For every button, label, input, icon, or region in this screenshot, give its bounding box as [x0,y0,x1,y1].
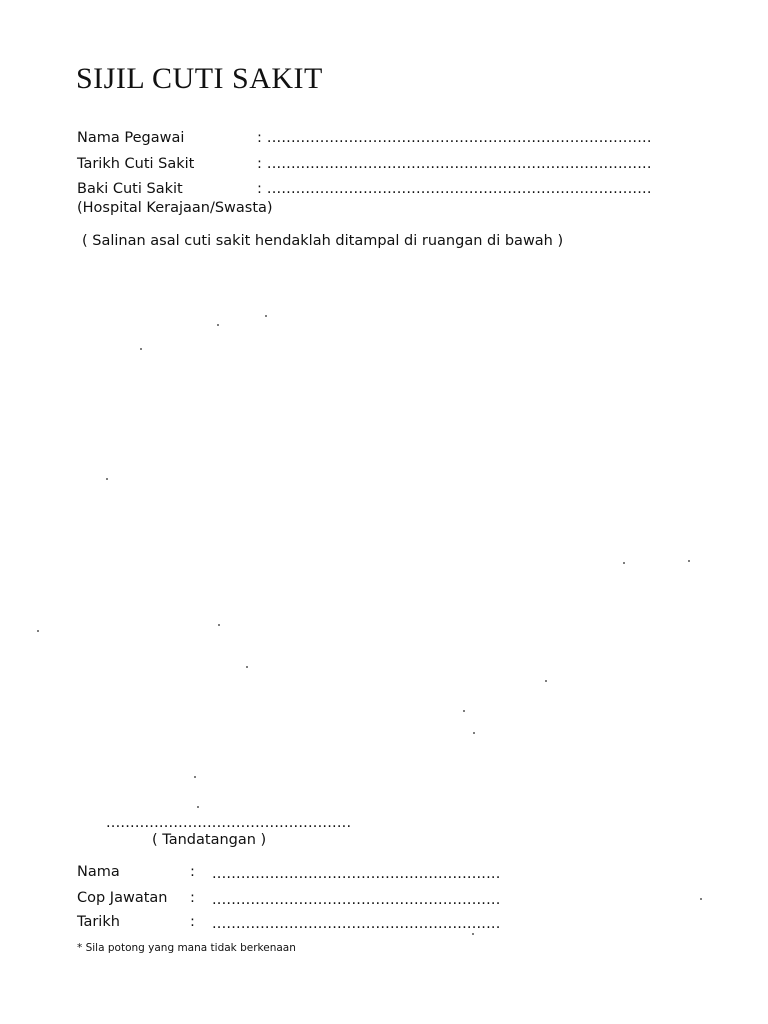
field-line-nama-pegawai: : ................................................................................ [257,130,652,146]
footer-line-cop-jawatan: ............................................................ [212,892,501,908]
footer-line-tarikh: ............................................................ [212,916,501,932]
hospital-note: (Hospital Kerajaan/Swasta) [77,200,273,216]
field-line-baki-cuti-sakit: : ................................................................................ [257,181,652,197]
footnote: * Sila potong yang mana tidak berkenaan [77,942,296,954]
footer-colon-tarikh: : [190,914,195,930]
field-label-baki-cuti-sakit: Baki Cuti Sakit [77,181,183,197]
scan-speck [106,478,108,480]
scan-speck [473,732,475,734]
footer-label-tarikh: Tarikh [77,914,120,930]
scan-speck [194,776,196,778]
field-label-nama-pegawai: Nama Pegawai [77,130,185,146]
scan-speck [218,624,220,626]
footer-label-nama: Nama [77,864,120,880]
scan-speck [700,898,702,900]
footer-colon-cop-jawatan: : [190,890,195,906]
scan-speck [265,315,267,317]
document-title: SIJIL CUTI SAKIT [76,62,323,95]
scan-speck [246,666,248,668]
scan-speck [37,630,39,632]
scan-speck [623,562,625,564]
field-label-tarikh-cuti-sakit: Tarikh Cuti Sakit [77,156,195,172]
instruction-text: ( Salinan asal cuti sakit hendaklah ditampal di ruangan di bawah ) [82,233,564,249]
footer-label-cop-jawatan: Cop Jawatan [77,890,168,906]
scan-speck [217,324,219,326]
scan-speck [197,806,199,808]
scan-speck [472,933,474,935]
scan-speck [463,710,465,712]
scan-speck [140,348,142,350]
field-line-tarikh-cuti-sakit: : ................................................................................ [257,156,652,172]
attachment-area [60,270,710,800]
scan-speck [688,560,690,562]
signature-line: ................................................... [106,815,352,831]
footer-line-nama: ............................................................ [212,866,501,882]
footer-colon-nama: : [190,864,195,880]
signature-caption: ( Tandatangan ) [152,832,267,848]
scan-speck [545,680,547,682]
